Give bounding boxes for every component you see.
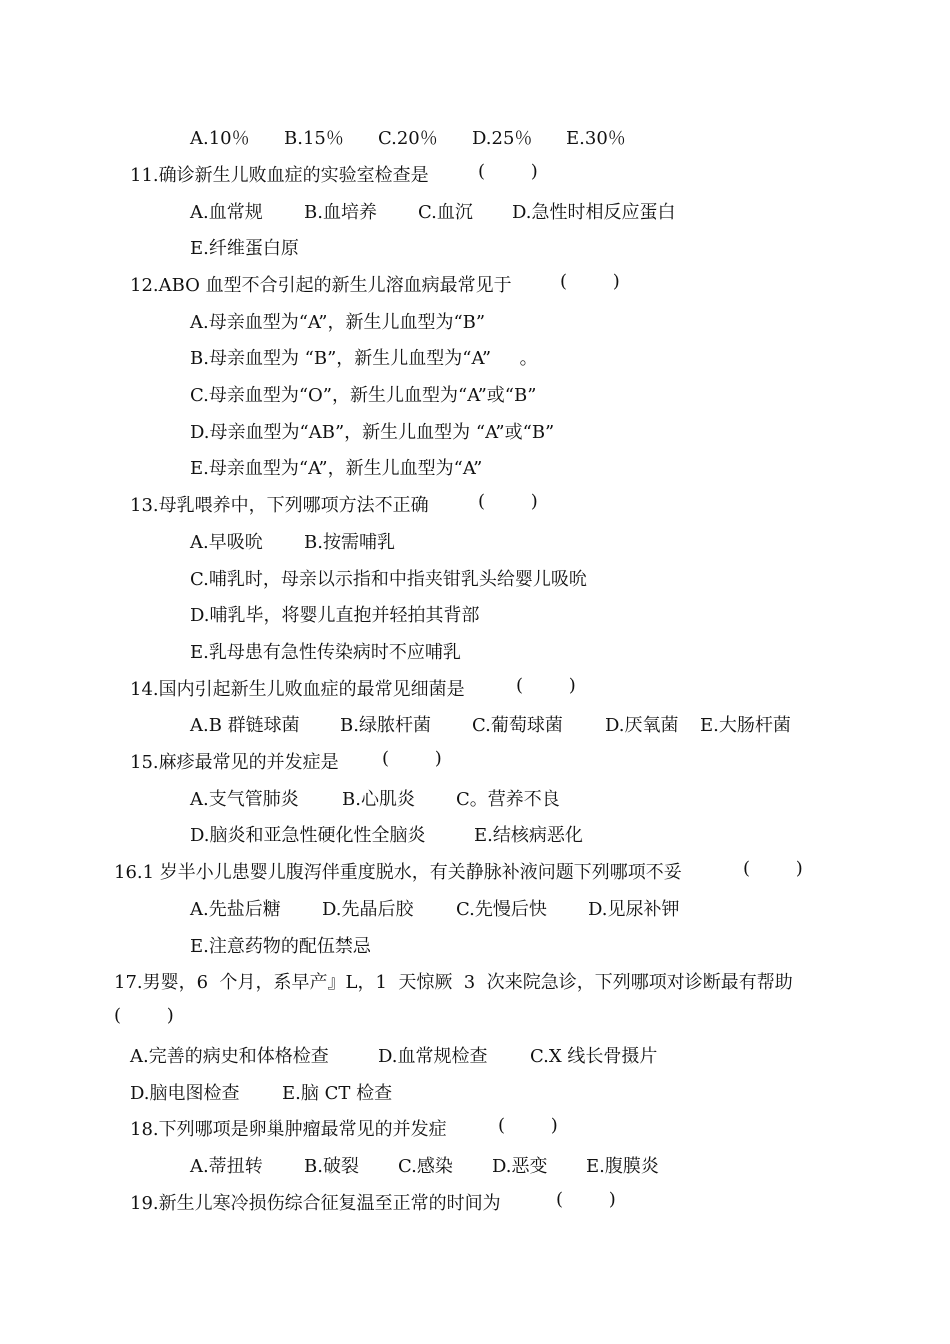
option-b: B.血培养 [304, 202, 377, 223]
option-d: D.脑炎和亚急性硬化性全脑炎 [190, 825, 426, 846]
option-d: D.哺乳毕，将婴儿直抱并轻拍其背部 [190, 605, 480, 626]
option-d: D.母亲血型为“AB”，新生儿血型为 “A”或“B” [190, 422, 555, 443]
option-c: C.X 线长骨摄片 [530, 1046, 658, 1067]
question-stem: 18.下列哪项是卵巢肿瘤最常见的并发症 [130, 1119, 447, 1140]
question-stem: 16.1 岁半小儿患婴儿腹泻伴重度脱水，有关静脉补液问题下列哪项不妥 [114, 862, 682, 883]
option-b: B.破裂 [304, 1156, 359, 1177]
question-stem: 13.母乳喂养中，下列哪项方法不正确 [130, 495, 429, 516]
option-d: D.见尿补钾 [588, 899, 680, 920]
option-c: C。营养不良 [456, 789, 560, 810]
option-c: C.感染 [398, 1156, 453, 1177]
option-e: E.30％ [566, 128, 626, 149]
option-d: D.厌氧菌 [605, 715, 679, 736]
option-c: C.哺乳时，母亲以示指和中指夹钳乳头给婴儿吸吮 [190, 569, 587, 590]
option-c: C.母亲血型为“O”，新生儿血型为“A”或“B” [190, 385, 537, 406]
option-c: C.葡萄球菌 [472, 715, 563, 736]
answer-blank: ( ) [114, 1005, 174, 1026]
option-c: C.20％ [378, 128, 438, 149]
option-e: E.母亲血型为“A”，新生儿血型为“A” [190, 458, 483, 479]
option-e: E.腹膜炎 [586, 1156, 659, 1177]
answer-blank: ( ) [498, 1115, 558, 1136]
option-a: A.B 群链球菌 [190, 715, 300, 736]
option-d: D.25％ [472, 128, 533, 149]
option-e: E.脑 CT 检查 [282, 1083, 393, 1104]
option-a: A.早吸吮 [190, 532, 263, 553]
answer-blank: ( ) [556, 1189, 616, 1210]
option-b: B.15％ [284, 128, 344, 149]
option-e: E.注意药物的配伍禁忌 [190, 936, 371, 957]
option-b: D.血常规检查 [378, 1046, 488, 1067]
option-b: B.母亲血型为 “B”，新生儿血型为“A” 。 [190, 348, 538, 369]
option-e: E.大肠杆菌 [700, 715, 791, 736]
option-a: A.先盐后糖 [190, 899, 281, 920]
option-a: A.母亲血型为“A”，新生儿血型为“B” [190, 312, 486, 333]
option-e: E.乳母患有急性传染病时不应哺乳 [190, 642, 461, 663]
answer-blank: ( ) [516, 675, 576, 696]
option-a: A.完善的病史和体格检查 [130, 1046, 329, 1067]
answer-blank: ( ) [478, 161, 538, 182]
option-e: E.结核病恶化 [474, 825, 583, 846]
option-d: D.恶变 [492, 1156, 548, 1177]
option-c: C.血沉 [418, 202, 473, 223]
option-a: A.10％ [190, 128, 250, 149]
option-c: C.先慢后快 [456, 899, 547, 920]
option-b: D.先晶后胶 [322, 899, 414, 920]
question-stem: 19.新生儿寒冷损伤综合征复温至正常的时间为 [130, 1193, 501, 1214]
option-b: B.心肌炎 [342, 789, 415, 810]
question-stem: 11.确诊新生儿败血症的实验室检查是 [130, 165, 429, 186]
question-stem: 15.麻疹最常见的并发症是 [130, 752, 339, 773]
option-d: D.急性时相反应蛋白 [512, 202, 676, 223]
question-stem: 14.国内引起新生儿败血症的最常见细菌是 [130, 679, 465, 700]
option-a: A.支气管肺炎 [190, 789, 299, 810]
answer-blank: ( ) [743, 858, 803, 879]
answer-blank: ( ) [382, 748, 442, 769]
option-b: B.绿脓杆菌 [340, 715, 431, 736]
answer-blank: ( ) [560, 271, 620, 292]
option-b: B.按需哺乳 [304, 532, 395, 553]
option-d: D.脑电图检查 [130, 1083, 240, 1104]
question-stem: 17.男婴，6 个月，系早产』L，1 天惊厥 3 次来院急诊，下列哪项对诊断最有帮助 [114, 972, 793, 993]
answer-blank: ( ) [478, 491, 538, 512]
option-e: E.纤维蛋白原 [190, 238, 299, 259]
option-a: A.蒂扭转 [190, 1156, 263, 1177]
option-a: A.血常规 [190, 202, 263, 223]
question-stem: 12.ABO 血型不合引起的新生儿溶血病最常见于 [130, 275, 512, 296]
